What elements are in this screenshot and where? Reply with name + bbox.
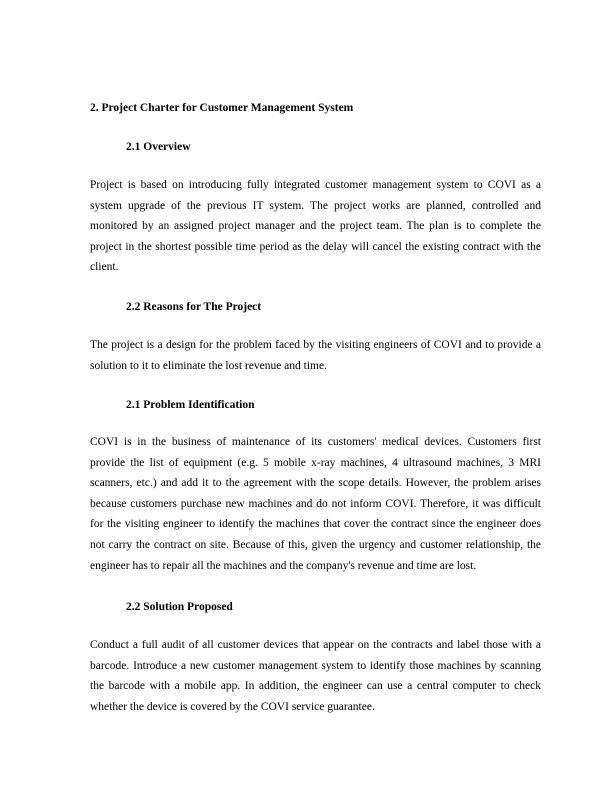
problem-paragraph: COVI is in the business of maintenance of its customers' medical devices. Customers first provide the list of equipment (e.g. 5 mobile x-ray machines, 4 ultrasound machines, 3 MRI scanners, etc.) and add it to the agreement with the scope details. However, the problem arises because customers purchase new machines and do not inform COVI. Therefore, it was difficult for the visiting engineer to identify the machines that cover the contract since the engineer does not carry the contract on site. Because of this, given the urgency and customer relationship, the engineer has to repair all the machines and the company's revenue and time are lost. xyxy=(90,436,541,572)
overview-heading: 2.1 Overview xyxy=(126,141,191,153)
reasons-paragraph: The project is a design for the problem faced by the visiting engineers of COVI and to provide a solution to it to eliminate the lost revenue and time. xyxy=(90,339,541,372)
problem-heading: 2.1 Problem Identification xyxy=(126,399,255,411)
solution-paragraph: Conduct a full audit of all customer devices that appear on the contracts and label those with a barcode. Introduce a new customer management system to identify those machines by scanning the barcode with a mobile app. In addition, the engineer can use a central computer to check whether the device is covered by the COVI service guarantee. xyxy=(90,639,541,713)
overview-paragraph: Project is based on introducing fully integrated customer management system to COVI as a system upgrade of the previous IT system. The project works are planned, controlled and monitored by an assigned project manager and the project team. The plan is to complete the project in the shortest possible time period as the delay will cancel the existing contract with the client. xyxy=(90,179,541,274)
solution-heading: 2.2 Solution Proposed xyxy=(126,601,233,613)
section-title: 2. Project Charter for Customer Management System xyxy=(90,102,354,114)
reasons-heading: 2.2 Reasons for The Project xyxy=(126,301,262,313)
